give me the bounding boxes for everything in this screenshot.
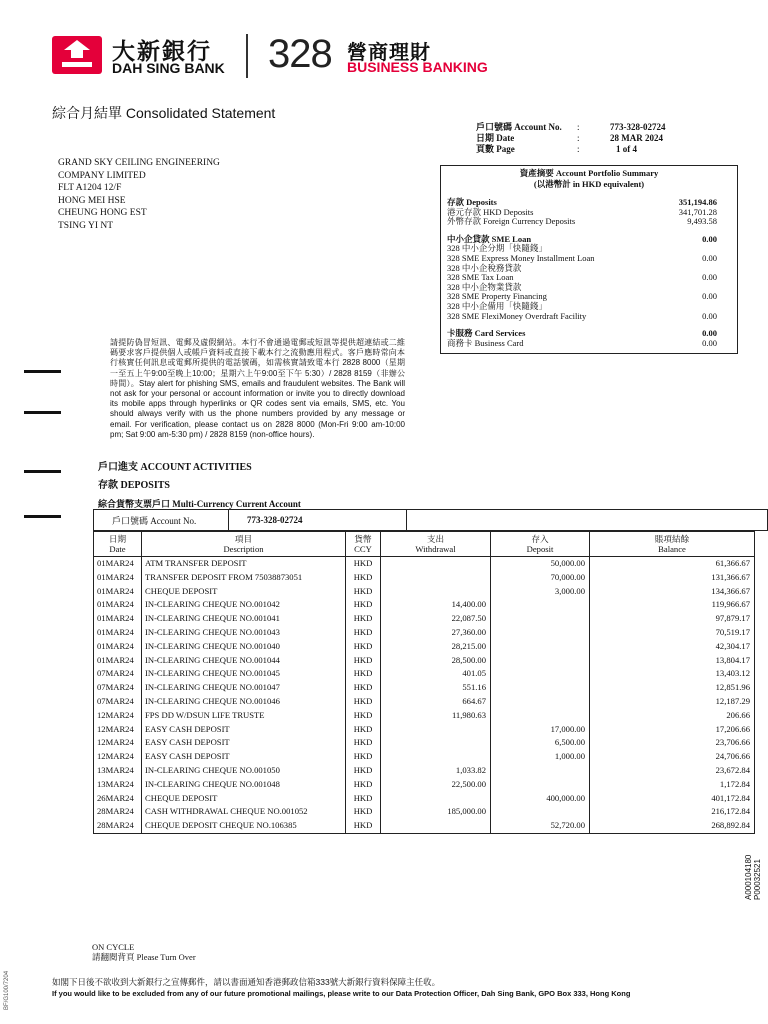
cell-deposit <box>491 667 590 681</box>
side-code: A000104180 P00032521 <box>744 854 762 900</box>
table-row <box>94 585 755 599</box>
cell-description: IN-CLEARING CHEQUE NO.001043 <box>142 626 346 640</box>
cell-date: 28MAR24 <box>94 805 142 819</box>
cell-description: IN-CLEARING CHEQUE NO.001041 <box>142 612 346 626</box>
cell-description: IN-CLEARING CHEQUE NO.001040 <box>142 640 346 654</box>
statement-title: 綜合月結單 Consolidated Statement <box>52 105 276 121</box>
cell-ccy: HKD <box>346 805 381 819</box>
business-card: 商務卡 Business Card 0.00 <box>447 337 717 348</box>
sme-flexi-cn: 328 中小企備用「快隨錢」 <box>447 300 547 311</box>
cell-withdrawal: 551.16 <box>381 681 491 695</box>
cell-balance: 131,366.67 <box>590 571 755 585</box>
meta-row-account: 戶口號碼 Account No. : 773-328-02724 <box>476 122 669 133</box>
address-line: FLT A1204 12/F <box>58 183 122 193</box>
acct-value: 773-328-02724 <box>229 510 407 531</box>
cell-balance: 1,172.84 <box>590 778 755 792</box>
table-row <box>94 805 755 819</box>
address-line: HONG MEI HSE <box>58 195 126 206</box>
cell-description: EASY CASH DEPOSIT <box>142 723 346 737</box>
form-code: BF/G100/7204 <box>4 970 10 1010</box>
cell-date: 01MAR24 <box>94 640 142 654</box>
header-divider <box>246 34 248 78</box>
cell-description: FPS DD W/DSUN LIFE TRUSTE <box>142 709 346 723</box>
cell-ccy: HKD <box>346 681 381 695</box>
cell-deposit: 6,500.00 <box>491 736 590 750</box>
meta-label: 戶口號碼 Account No. <box>476 122 562 132</box>
section-account-activities: 戶口進支 ACCOUNT ACTIVITIES <box>98 462 252 473</box>
cell-deposit <box>491 764 590 778</box>
table-row <box>94 654 755 668</box>
meta-row-date: 日期 Date : 28 MAR 2024 <box>476 133 669 144</box>
cell-deposit: 3,000.00 <box>491 585 590 599</box>
account-number-box <box>93 509 768 531</box>
address-line: GRAND SKY CEILING ENGINEERING <box>58 158 220 168</box>
table-row <box>94 736 755 750</box>
cell-withdrawal <box>381 585 491 599</box>
cell-balance: 23,706.66 <box>590 736 755 750</box>
cell-balance: 216,172.84 <box>590 805 755 819</box>
cell-date: 01MAR24 <box>94 585 142 599</box>
cell-description: CHEQUE DEPOSIT <box>142 792 346 806</box>
customer-address <box>58 157 220 232</box>
cell-withdrawal: 22,087.50 <box>381 612 491 626</box>
cell-ccy: HKD <box>346 654 381 668</box>
cell-deposit: 52,720.00 <box>491 819 590 833</box>
sme-loan-total: 中小企貸款 SME Loan 0.00 <box>447 233 717 244</box>
cell-date: 26MAR24 <box>94 792 142 806</box>
cell-withdrawal: 664.67 <box>381 695 491 709</box>
cell-withdrawal <box>381 736 491 750</box>
meta-label: 日期 Date <box>476 133 515 143</box>
table-row <box>94 571 755 585</box>
security-notice: 請提防偽冒短訊、電郵及虛假網站。本行不會通過電郵或短訊等提供超連結或二維碼要求客戶提供個人或帳戶資料或直接下載本行之流動應用程式。客戶應時常向本行核實任何訊息或電郵所提供的電話號碼，如需核實請致電本行 2828 8000（星期一至五上午9:00至晚上10:00；星期六上午9:00至下午 5:30）/ 2828 8159（非辦公時間）。Stay alert for phishing SMS, emails and fraudulent websites. The Bank will not ask for your personal or account information or invite you to directly download its mobile apps through hyperlinks or QR codes sent via emails, SMS, etc. You should always verify with us the phone numbers provided by any message or email. For verification, please contact us on 2828 8000 (Mon-Fri 9:00 am-10:00 pm; Sat 9:00 am-5:30 pm) / 2828 8159 (non-office hours). <box>110 338 405 439</box>
cell-ccy: HKD <box>346 557 381 571</box>
cell-balance: 119,966.67 <box>590 598 755 612</box>
table-row <box>94 764 755 778</box>
portfolio-title: 資產摘要 Account Portfolio Summary <box>519 168 659 178</box>
cell-withdrawal <box>381 723 491 737</box>
cell-date: 13MAR24 <box>94 778 142 792</box>
cell-ccy: HKD <box>346 626 381 640</box>
cell-ccy: HKD <box>346 778 381 792</box>
cell-balance: 401,172.84 <box>590 792 755 806</box>
section-account-type: 綜合貨幣支票戶口 Multi-Currency Current Account <box>98 499 301 509</box>
cell-deposit <box>491 640 590 654</box>
fold-mark <box>24 411 61 414</box>
cell-withdrawal: 1,033.82 <box>381 764 491 778</box>
table-row <box>94 750 755 764</box>
table-row <box>94 667 755 681</box>
sme-tax-en: 328 SME Tax Loan 0.00 <box>447 272 717 283</box>
cell-date: 12MAR24 <box>94 750 142 764</box>
table-row <box>94 640 755 654</box>
cell-description: CHEQUE DEPOSIT CHEQUE NO.106385 <box>142 819 346 833</box>
cell-withdrawal: 11,980.63 <box>381 709 491 723</box>
cell-description: CHEQUE DEPOSIT <box>142 585 346 599</box>
cell-balance: 13,804.17 <box>590 654 755 668</box>
acct-label: 戶口號碼 Account No. <box>94 510 229 531</box>
cell-ccy: HKD <box>346 723 381 737</box>
cell-description: CASH WITHDRAWAL CHEQUE NO.001052 <box>142 805 346 819</box>
cell-description: IN-CLEARING CHEQUE NO.001048 <box>142 778 346 792</box>
cell-ccy: HKD <box>346 736 381 750</box>
cell-deposit: 17,000.00 <box>491 723 590 737</box>
cell-deposit <box>491 709 590 723</box>
cell-deposit <box>491 778 590 792</box>
brand-name-en: BUSINESS BANKING <box>347 59 488 75</box>
sme-express-cn: 328 中小企分期「快隨錢」 <box>447 243 547 254</box>
transactions-table <box>93 531 755 834</box>
col-description: 項目 Description <box>142 532 346 557</box>
meta-row-page: 頁數 Page : 1 of 4 <box>476 144 669 155</box>
cell-deposit: 1,000.00 <box>491 750 590 764</box>
sme-property-cn: 328 中小企物業貸款 <box>447 281 522 292</box>
statement-meta <box>476 122 669 155</box>
table-row <box>94 819 755 833</box>
card-services: 卡服務 Card Services 0.00 <box>447 328 717 339</box>
cell-deposit <box>491 681 590 695</box>
cell-balance: 206.66 <box>590 709 755 723</box>
cell-balance: 13,403.12 <box>590 667 755 681</box>
cell-withdrawal <box>381 750 491 764</box>
cell-ccy: HKD <box>346 612 381 626</box>
cell-balance: 17,206.66 <box>590 723 755 737</box>
cell-ccy: HKD <box>346 792 381 806</box>
cell-date: 01MAR24 <box>94 557 142 571</box>
cell-balance: 12,851.96 <box>590 681 755 695</box>
cell-description: IN-CLEARING CHEQUE NO.001047 <box>142 681 346 695</box>
cell-date: 13MAR24 <box>94 764 142 778</box>
cell-description: EASY CASH DEPOSIT <box>142 736 346 750</box>
cell-date: 01MAR24 <box>94 571 142 585</box>
meta-label: 頁數 Page <box>476 144 515 154</box>
section-deposits: 存款 DEPOSITS <box>98 480 170 491</box>
cell-balance: 134,366.67 <box>590 585 755 599</box>
fold-mark <box>24 515 61 518</box>
cell-date: 01MAR24 <box>94 598 142 612</box>
cell-balance: 70,519.17 <box>590 626 755 640</box>
cell-withdrawal <box>381 792 491 806</box>
cell-balance: 23,672.84 <box>590 764 755 778</box>
cell-withdrawal <box>381 557 491 571</box>
cell-ccy: HKD <box>346 709 381 723</box>
fold-mark <box>24 470 61 473</box>
bank-name-en: DAH SING BANK <box>112 60 225 76</box>
table-row <box>94 612 755 626</box>
cell-deposit: 400,000.00 <box>491 792 590 806</box>
cell-withdrawal: 185,000.00 <box>381 805 491 819</box>
cell-date: 12MAR24 <box>94 736 142 750</box>
fcy-deposits: 外幣存款 Foreign Currency Deposits 9,493.58 <box>447 216 717 227</box>
cell-description: IN-CLEARING CHEQUE NO.001042 <box>142 598 346 612</box>
cell-description: ATM TRANSFER DEPOSIT <box>142 557 346 571</box>
portfolio-summary <box>440 165 738 354</box>
cell-description: IN-CLEARING CHEQUE NO.001046 <box>142 695 346 709</box>
cell-deposit <box>491 654 590 668</box>
cell-withdrawal <box>381 819 491 833</box>
meta-value: 1 of 4 <box>616 144 637 154</box>
bank-name-cn: 大新銀行 <box>112 39 212 64</box>
cell-date: 12MAR24 <box>94 709 142 723</box>
cell-date: 28MAR24 <box>94 819 142 833</box>
cell-date: 01MAR24 <box>94 626 142 640</box>
meta-value: 773-328-02724 <box>610 122 666 132</box>
cell-ccy: HKD <box>346 819 381 833</box>
table-header <box>94 532 755 557</box>
cell-date: 01MAR24 <box>94 612 142 626</box>
address-line: COMPANY LIMITED <box>58 170 146 181</box>
cell-ccy: HKD <box>346 640 381 654</box>
cell-withdrawal: 27,360.00 <box>381 626 491 640</box>
cell-deposit <box>491 626 590 640</box>
cell-deposit <box>491 612 590 626</box>
cell-ccy: HKD <box>346 571 381 585</box>
cell-deposit: 70,000.00 <box>491 571 590 585</box>
cell-description: IN-CLEARING CHEQUE NO.001050 <box>142 764 346 778</box>
cell-deposit <box>491 598 590 612</box>
cell-ccy: HKD <box>346 585 381 599</box>
table-row <box>94 723 755 737</box>
cell-date: 01MAR24 <box>94 654 142 668</box>
cell-withdrawal: 22,500.00 <box>381 778 491 792</box>
sme-tax-cn: 328 中小企稅務貸款 <box>447 262 522 273</box>
cell-date: 12MAR24 <box>94 723 142 737</box>
cell-withdrawal <box>381 571 491 585</box>
brand-name-cn: 營商理財 <box>347 42 431 64</box>
cell-balance: 268,892.84 <box>590 819 755 833</box>
cell-withdrawal: 28,500.00 <box>381 654 491 668</box>
cell-ccy: HKD <box>346 598 381 612</box>
optout-notice: 如閣下日後不欲收到大新銀行之宣傳郵件，請以書面通知香港郵政信箱333號大新銀行資料保障主任收。 If you would like to be excluded from any of our future promotional mailings, please write to our Data Protection Officer, Dah Sing Bank, GPO Box 333, Hong Kong <box>52 977 631 998</box>
col-balance: 賬項結餘 Balance <box>590 532 755 557</box>
sme-express-en: 328 SME Express Money Installment Loan 0.00 <box>447 252 717 263</box>
table-row <box>94 778 755 792</box>
cell-ccy: HKD <box>346 695 381 709</box>
turn-over: 請翻閱背頁 Please Turn Over <box>92 952 196 962</box>
cell-description: EASY CASH DEPOSIT <box>142 750 346 764</box>
address-line: TSING YI NT <box>58 220 114 231</box>
table-row <box>94 626 755 640</box>
table-row <box>94 709 755 723</box>
cell-ccy: HKD <box>346 667 381 681</box>
cell-deposit <box>491 805 590 819</box>
cell-withdrawal: 28,215.00 <box>381 640 491 654</box>
cell-balance: 12,187.29 <box>590 695 755 709</box>
col-ccy: 貨幣 CCY <box>346 532 381 557</box>
table-row <box>94 695 755 709</box>
meta-value: 28 MAR 2024 <box>610 133 663 143</box>
cell-description: TRANSFER DEPOSIT FROM 75038873051 <box>142 571 346 585</box>
hkd-deposits: 港元存款 HKD Deposits 341,701.28 <box>447 206 717 217</box>
table-row <box>94 557 755 571</box>
col-deposit: 存入 Deposit <box>491 532 590 557</box>
col-withdrawal: 支出 Withdrawal <box>381 532 491 557</box>
address-line: CHEUNG HONG EST <box>58 208 147 218</box>
table-row <box>94 681 755 695</box>
bank-logo-icon <box>52 36 102 74</box>
deposits-total: 存款 Deposits 351,194.86 <box>447 197 717 207</box>
cell-ccy: HKD <box>346 750 381 764</box>
table-row <box>94 598 755 612</box>
cell-deposit <box>491 695 590 709</box>
cell-ccy: HKD <box>346 764 381 778</box>
cell-description: IN-CLEARING CHEQUE NO.001044 <box>142 654 346 668</box>
cell-withdrawal: 14,400.00 <box>381 598 491 612</box>
cell-withdrawal: 401.05 <box>381 667 491 681</box>
fold-mark <box>24 370 61 373</box>
cell-deposit: 50,000.00 <box>491 557 590 571</box>
cell-date: 07MAR24 <box>94 695 142 709</box>
col-date: 日期 Date <box>94 532 142 557</box>
table-row <box>94 792 755 806</box>
cell-date: 07MAR24 <box>94 681 142 695</box>
brand-number: 328 <box>268 32 332 76</box>
cell-balance: 42,304.17 <box>590 640 755 654</box>
cell-date: 07MAR24 <box>94 667 142 681</box>
footer-cycle: ON CYCLE 請翻閱背頁 Please Turn Over <box>92 942 196 962</box>
portfolio-subtitle: (以港幣計 in HKD equivalent) <box>533 179 645 189</box>
sme-flexi-en: 328 SME FlexiMoney Overdraft Facility 0.00 <box>447 310 717 321</box>
cell-balance: 97,879.17 <box>590 612 755 626</box>
cell-balance: 61,366.67 <box>590 557 755 571</box>
cell-balance: 24,706.66 <box>590 750 755 764</box>
cell-description: IN-CLEARING CHEQUE NO.001045 <box>142 667 346 681</box>
sme-property-en: 328 SME Property Financing 0.00 <box>447 291 717 302</box>
